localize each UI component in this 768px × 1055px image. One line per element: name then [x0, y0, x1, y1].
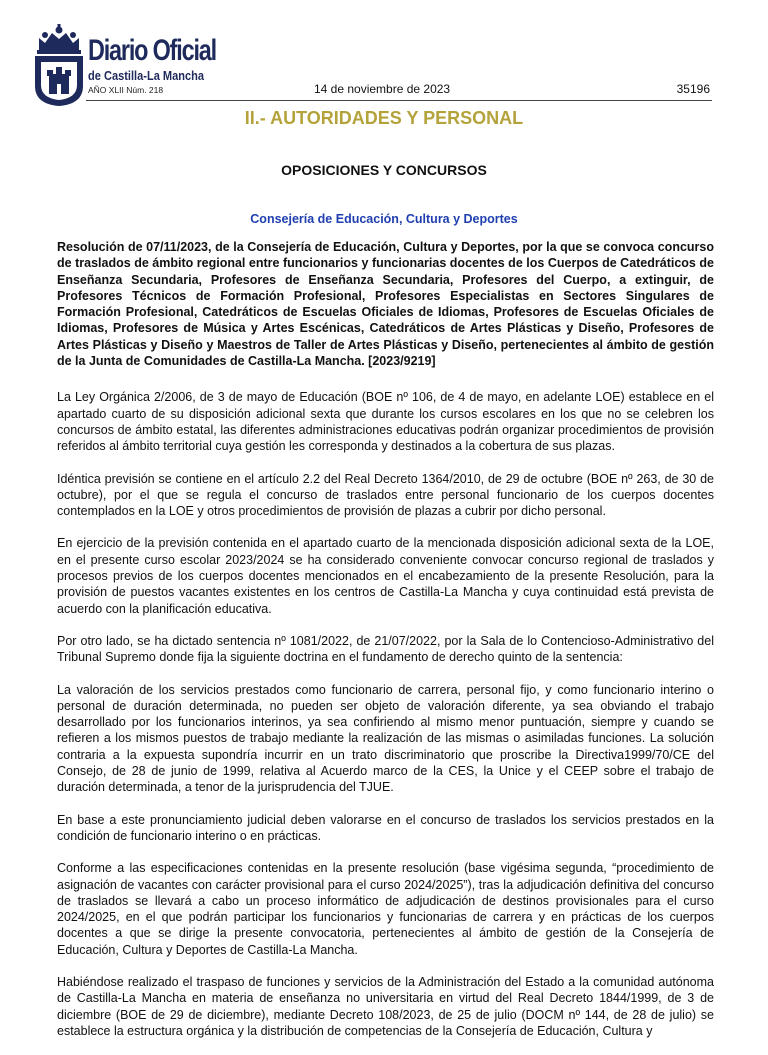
header-divider [86, 100, 712, 101]
paragraph: En ejercicio de la previsión contenida en el apartado cuarto de la mencionada disposición adicional sexta de la LOE, en el presente curso escolar 2023/2024 se ha considerado conveniente convocar concurso regional de traslados y procesos previos de los cuerpos docentes mencionados en el encabezamiento de la presente Resolución, para la provisión de puestos vacantes existentes en los centros de Castilla-La Mancha y cuya continuidad está prevista de acuerdo con la planificación educativa. [57, 536, 714, 616]
page-number: 35196 [676, 82, 710, 96]
paragraph: En base a este pronunciamiento judicial deben valorarse en el concurso de traslados los servicios prestados en la condición de funcionario interino o en prácticas. [57, 812, 714, 843]
issue-number: AÑO XLII Núm. 218 [88, 85, 164, 95]
paragraph: Habiéndose realizado el traspaso de funciones y servicios de la Administración del Estado a la comunidad autónoma de Castilla-La Mancha en materia de enseñanza no universitaria en virtud del Real Decreto 1844/1999, de 3 de diciembre (BOE de 29 de diciembre), mediante Decreto 108/2023, de 25 de julio (DOCM nº 144, de 28 de julio) se establece la estructura orgánica y la distribución de competencias de la Consejería de Educación, Cultura y [57, 974, 714, 1038]
castilla-la-mancha-crest-icon [33, 24, 85, 106]
paragraph: Conforme a las especificaciones contenidas en la presente resolución (base vigésima segunda, “procedimiento de asignación de vacantes con carácter provisional para el curso 2024/2025”), tras la adjudicación definitiva del concurso de traslados se llevará a cabo un proceso informático de adjudicación de destinos provisionales para el curso 2024/2025, en el que podrán participar los funcionarios y funcionarias de carrera y en prácticas de los cuerpos docentes a que se dirige la presente convocatoria, pertenecientes al ámbito de gestión de la Consejería de Educación, Cultura y Deportes de Castilla-La Mancha. [57, 861, 714, 957]
paragraph: La valoración de los servicios prestados como funcionario de carrera, personal fijo, y como funcionario interino o personal de duración determinada, no pueden ser objeto de valoración diferente, ya sea obviando el trabajo desarrollado por los funcionarios interinos, ya sea confiriendo al mismo menor puntuación, siempre y cuando se refieren a los mismos puestos de trabajo mediante la realización de las mismas o asimiladas funciones. La solución contraria a la expuesta supondría incurrir en un trato discriminatorio que proscribe la Directiva1999/70/CE del Consejo, de 28 de junio de 1999, relativa al Acuerdo marco de la CES, la Unice y el CEEP sobre el trabajo de duración determinada, a tenor de la jurisprudencia del TJUE. [57, 682, 714, 795]
paragraph: Por otro lado, se ha dictado sentencia nº 1081/2022, de 21/07/2022, por la Sala de lo Contencioso-Administrativo del Tribunal Supremo donde fija la siguiente doctrina en el fundamento de derecho quinto de la sentencia: [57, 633, 714, 665]
document-body [57, 239, 714, 1055]
paragraph: Idéntica previsión se contiene en el artículo 2.2 del Real Decreto 1364/2010, de 29 de octubre (BOE nº 263, de 30 de octubre), por el que se regula el concurso de traslados entre personal funcionario de los cuerpos docentes contemplados en la LOE y otros procedimientos de provisión de plazas a cubrir por dicho personal. [57, 471, 714, 519]
brand-subtitle: de Castilla-La Mancha [88, 68, 205, 83]
department-name: Consejería de Educación, Cultura y Deportes [250, 212, 518, 226]
sub-title: OPOSICIONES Y CONCURSOS [281, 162, 487, 178]
resolution-title: Resolución de 07/11/2023, de la Consejería de Educación, Cultura y Deportes, por la que se convoca concurso de traslados de ámbito regional entre funcionarios y funcionarias docentes de los Cuerpos de Catedráticos de Enseñanza Secundaria, Profesores de Enseñanza Secundaria, Profesores del Cuerpo, a extinguir, de Profesores Técnicos de Formación Profesional, Profesores Especialistas en Sectores Singulares de Formación Profesional, Catedráticos de Escuelas Oficiales de Idiomas, Profesores de Escuelas Oficiales de Idiomas, Profesores de Música y Artes Escénicas, Catedráticos de Artes Plásticas y Diseño, Profesores de Artes Plásticas y Diseño y Maestros de Taller de Artes Plásticas y Diseño, pertenecientes al ámbito de gestión de la Junta de Comunidades de Castilla-La Mancha. [2023/9219] [57, 240, 714, 369]
publication-date: 14 de noviembre de 2023 [314, 82, 451, 96]
paragraph: La Ley Orgánica 2/2006, de 3 de mayo de Educación (BOE nº 106, de 4 de mayo, en adelante LOE) establece en el apartado cuarto de su disposición adicional sexta que durante los cursos escolares en los que no se celebren los concursos de ámbito estatal, las diferentes administraciones educativas podrán organizar procedimientos de provisión referidos al ámbito territorial cuya gestión les corresponda y destinados a la cobertura de sus plazas. [57, 390, 714, 454]
section-title: II.- AUTORIDADES Y PERSONAL [244, 108, 524, 128]
brand-title: Diario Oficial [88, 34, 216, 67]
page-header [0, 0, 768, 110]
